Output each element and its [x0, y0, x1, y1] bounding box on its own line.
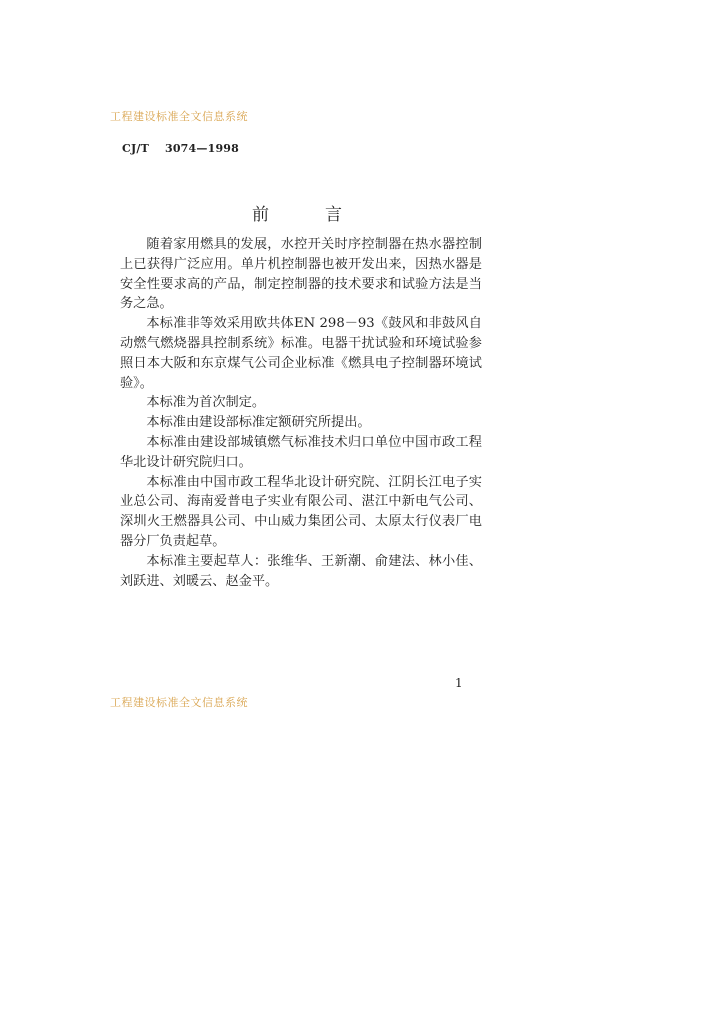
- standard-code: [122, 142, 239, 155]
- foreword-paragraph: 本标准由中国市政工程华北设计研究院、江阴长江电子实业总公司、海南爱普电子实业有限公司、湛江中新电气公司、深圳火王燃器具公司、中山威力集团公司、太原太行仪表厂电器分厂负责起草。: [120, 474, 482, 549]
- foreword-paragraph: 本标准为首次制定。: [146, 395, 266, 411]
- foreword-paragraph: 本标准由建设部标准定额研究所提出。: [146, 415, 371, 431]
- section-title-char-1: 前: [252, 205, 269, 225]
- standard-code-prefix: CJ/T: [122, 142, 149, 155]
- page-number: 1: [455, 676, 463, 690]
- watermark-bottom: 工程建设标准全文信息系统: [110, 696, 248, 709]
- foreword-body: [120, 235, 482, 591]
- foreword-paragraph: 本标准非等效采用欧共体EN 298－93《鼓风和非鼓风自动燃气燃烧器具控制系统》标准。电器干扰试验和环境试验参照日本大阪和东京煤气公司企业标准《燃具电子控制器环境试验》。: [120, 316, 482, 391]
- standard-code-number: 3074—1998: [164, 142, 239, 155]
- section-title-char-2: 言: [325, 205, 342, 225]
- foreword-paragraph: 随着家用燃具的发展，水控开关时序控制器在热水器控制上已获得广泛应用。单片机控制器也被开发出来，因热水器是安全性要求高的产品，制定控制器的技术要求和试验方法是当务之急。: [120, 237, 482, 312]
- foreword-paragraph: 本标准由建设部城镇燃气标准技术归口单位中国市政工程华北设计研究院归口。: [120, 434, 482, 470]
- foreword-paragraph: 本标准主要起草人：张维华、王新潮、俞建法、林小佳、刘跃进、刘暖云、赵金平。: [120, 553, 482, 589]
- watermark-top: 工程建设标准全文信息系统: [110, 110, 248, 123]
